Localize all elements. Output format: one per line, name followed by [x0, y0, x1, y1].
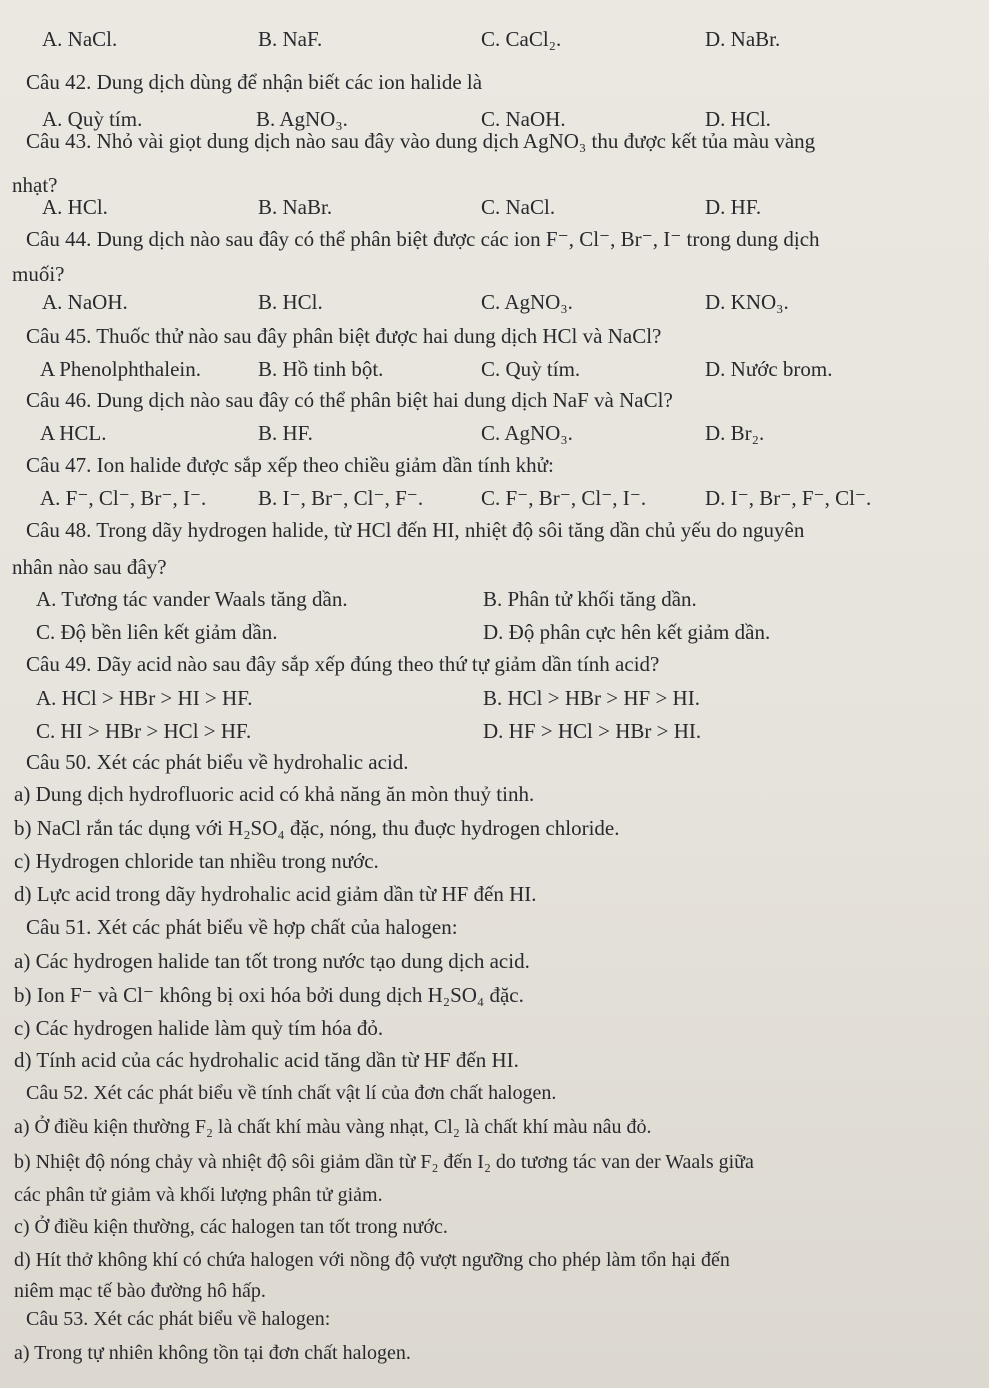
- statement-52a: [0, 1110, 989, 1144]
- question-text: Câu 47. Ion halide được sắp xếp theo chiều giảm dần tính khử:: [26, 453, 554, 477]
- question-text: Câu 50. Xét các phát biểu về hydrohalic acid.: [26, 750, 409, 774]
- question-48-cont: [0, 550, 989, 584]
- option-b: B. HCl.: [258, 290, 323, 314]
- statement-text: c) Hydrogen chloride tan nhiều trong nước.: [14, 849, 379, 873]
- statement-52b-cont: [0, 1178, 989, 1212]
- statement-52c: [0, 1210, 989, 1244]
- option-c: C. AgNO₃.: [481, 290, 573, 314]
- question-text: Câu 46. Dung dịch nào sau đây có thể phân biệt hai dung dịch NaF và NaCl?: [26, 388, 673, 412]
- statement-text: b) Ion F⁻ và Cl⁻ không bị oxi hóa bởi dung dịch H₂SO₄ đặc.: [14, 983, 524, 1007]
- option-a: A. NaCl.: [42, 27, 118, 51]
- option-b: B. Phân tử khối tăng dần.: [483, 587, 697, 611]
- option-b: B. HCl > HBr > HF > HI.: [483, 686, 700, 710]
- option-d: D. NaBr.: [705, 27, 781, 51]
- question-text: nhạt?: [12, 173, 58, 197]
- option-d: D. HCl.: [705, 107, 771, 131]
- question-53: [0, 1302, 989, 1336]
- question-50: [0, 745, 989, 779]
- statement-text: a) Dung dịch hydrofluoric acid có khả năng ăn mòn thuỷ tinh.: [14, 782, 535, 806]
- statement-50a: [0, 777, 989, 811]
- option-c: C. CaCl₂.: [481, 27, 562, 51]
- question-text: Câu 51. Xét các phát biểu về hợp chất của halogen:: [26, 915, 458, 939]
- statement-text: d) Lực acid trong dãy hydrohalic acid giảm dần từ HF đến HI.: [14, 882, 537, 906]
- statement-51a: [0, 944, 989, 978]
- statement-52b: [0, 1145, 989, 1179]
- statement-text: c) Các hydrogen halide làm quỳ tím hóa đỏ.: [14, 1016, 384, 1040]
- question-text: Câu 43. Nhỏ vài giọt dung dịch nào sau đây vào dung dịch AgNO₃ thu được kết tủa màu vàng: [26, 129, 816, 153]
- statement-text: d) Tính acid của các hydrohalic acid tăng dần từ HF đến HI.: [14, 1048, 519, 1072]
- option-d: D. HF.: [705, 195, 762, 219]
- option-d: D. KNO₃.: [705, 290, 789, 314]
- question-42: [0, 65, 989, 99]
- question-44: [0, 222, 989, 256]
- statement-51b: [0, 978, 989, 1012]
- question-49: [0, 647, 989, 681]
- question-text: Câu 52. Xét các phát biểu về tính chất vật lí của đơn chất halogen.: [26, 1082, 557, 1104]
- question-46: [0, 383, 989, 417]
- statement-text: a) Ở điều kiện thường F₂ là chất khí màu vàng nhạt, Cl₂ là chất khí màu nâu đỏ.: [14, 1116, 652, 1138]
- question-text: nhân nào sau đây?: [12, 555, 167, 579]
- question-52: [0, 1076, 989, 1110]
- option-c: C. HI > HBr > HCl > HF.: [36, 719, 252, 743]
- statement-text: d) Hít thở không khí có chứa halogen với nồng độ vượt ngưỡng cho phép làm tổn hại đến: [14, 1249, 730, 1271]
- question-text: Câu 45. Thuốc thử nào sau đây phân biệt được hai dung dịch HCl và NaCl?: [26, 324, 662, 348]
- question-text: Câu 44. Dung dịch nào sau đây có thể phân biệt được các ion F⁻, Cl⁻, Br⁻, I⁻ trong dung dịch: [26, 227, 820, 251]
- question-text: Câu 42. Dung dịch dùng để nhận biết các ion halide là: [26, 70, 483, 94]
- option-a: A. HCl.: [42, 195, 108, 219]
- statement-51c: [0, 1011, 989, 1045]
- options-row-47: [0, 481, 989, 515]
- options-row-48a: [0, 582, 989, 616]
- statement-50d: [0, 877, 989, 911]
- option-b: B. AgNO₃.: [256, 107, 348, 131]
- option-a: A Phenolphthalein.: [40, 357, 201, 381]
- option-b: B. HF.: [258, 421, 313, 445]
- statement-text: các phân tử giảm và khối lượng phân tử giảm.: [14, 1184, 383, 1206]
- statement-text: b) Nhiệt độ nóng chảy và nhiệt độ sôi giảm dần từ F₂ đến I₂ do tương tác van der Waals giữa: [14, 1151, 754, 1173]
- option-c: C. Quỳ tím.: [481, 357, 581, 381]
- question-43: [0, 124, 989, 158]
- option-a: A HCL.: [40, 421, 107, 445]
- question-45: [0, 319, 989, 353]
- option-b: B. NaF.: [258, 27, 323, 51]
- statement-text: a) Các hydrogen halide tan tốt trong nước tạo dung dịch acid.: [14, 949, 530, 973]
- question-51: [0, 910, 989, 944]
- option-d: D. I⁻, Br⁻, F⁻, Cl⁻.: [705, 486, 872, 510]
- option-d: D. Nước brom.: [705, 357, 833, 381]
- options-row-43: [0, 190, 989, 224]
- options-row-49a: [0, 681, 989, 715]
- option-c: C. NaOH.: [481, 107, 566, 131]
- option-a: A. HCl > HBr > HI > HF.: [36, 686, 253, 710]
- options-row-44: [0, 285, 989, 319]
- option-b: B. I⁻, Br⁻, Cl⁻, F⁻.: [258, 486, 424, 510]
- options-row-49b: [0, 714, 989, 748]
- option-a: A. Tương tác vander Waals tăng dần.: [36, 587, 348, 611]
- option-d: D. HF > HCl > HBr > HI.: [483, 719, 702, 743]
- question-48: [0, 513, 989, 547]
- options-row-prev: [0, 22, 989, 56]
- option-c: C. AgNO₃.: [481, 421, 573, 445]
- statement-text: a) Trong tự nhiên không tồn tại đơn chất halogen.: [14, 1342, 411, 1364]
- question-text: Câu 49. Dãy acid nào sau đây sắp xếp đúng theo thứ tự giảm dần tính acid?: [26, 652, 660, 676]
- question-47: [0, 448, 989, 482]
- statement-50c: [0, 844, 989, 878]
- option-b: B. Hồ tinh bột.: [258, 357, 384, 381]
- option-a: A. Quỳ tím.: [42, 107, 143, 131]
- statement-text: b) NaCl rắn tác dụng với H₂SO₄ đặc, nóng, thu đuợc hydrogen chloride.: [14, 816, 620, 840]
- options-row-48b: [0, 615, 989, 649]
- question-text: Câu 53. Xét các phát biểu về halogen:: [26, 1308, 331, 1330]
- question-text: muối?: [12, 262, 65, 286]
- statement-text: niêm mạc tế bào đường hô hấp.: [14, 1280, 266, 1302]
- statement-text: c) Ở điều kiện thường, các halogen tan tốt trong nước.: [14, 1216, 448, 1238]
- statement-51d: [0, 1043, 989, 1077]
- option-a: A. F⁻, Cl⁻, Br⁻, I⁻.: [40, 486, 207, 510]
- option-d: D. Độ phân cực hên kết giảm dần.: [483, 620, 771, 644]
- option-c: C. NaCl.: [481, 195, 556, 219]
- option-c: C. F⁻, Br⁻, Cl⁻, I⁻.: [481, 486, 647, 510]
- statement-50b: [0, 811, 989, 845]
- options-row-45: [0, 352, 989, 386]
- options-row-46: [0, 416, 989, 450]
- statement-53a: [0, 1336, 989, 1370]
- option-a: A. NaOH.: [42, 290, 128, 314]
- question-text: Câu 48. Trong dãy hydrogen halide, từ HCl đến HI, nhiệt độ sôi tăng dần chủ yếu do nguyên: [26, 518, 805, 542]
- option-c: C. Độ bền liên kết giảm dần.: [36, 620, 278, 644]
- statement-52d: [0, 1243, 989, 1277]
- option-b: B. NaBr.: [258, 195, 333, 219]
- option-d: D. Br₂.: [705, 421, 765, 445]
